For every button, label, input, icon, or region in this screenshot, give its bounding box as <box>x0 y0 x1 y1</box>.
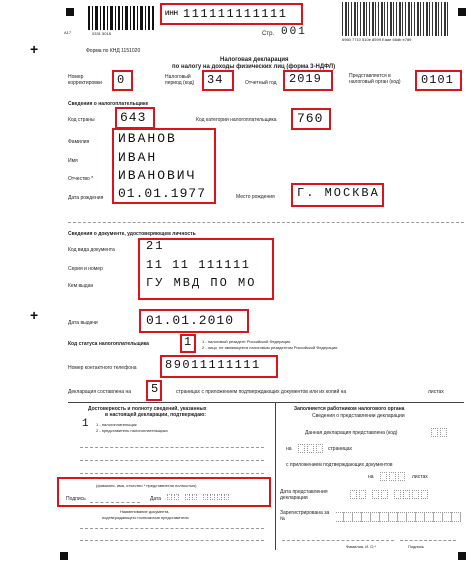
series-label: Серия и номер <box>68 266 103 272</box>
page-value: 001 <box>281 26 307 38</box>
patronymic-value[interactable]: ИВАНОВИЧ <box>118 168 197 183</box>
category-highlight <box>291 108 331 130</box>
issued-by-label: Кем выдан <box>68 283 94 289</box>
title-line1: Налоговая декларация <box>220 57 289 63</box>
authority-pages-cell-3[interactable] <box>316 444 323 453</box>
birth-date-value[interactable]: 01.01.1977 <box>118 186 207 201</box>
pages-suffix: страницах с приложением подтверждающих документов или их копий на <box>176 389 347 395</box>
doc-type-value[interactable]: 21 <box>146 239 165 253</box>
bottom-marker-left <box>60 552 68 560</box>
authority-pages-cell-1[interactable] <box>298 444 305 453</box>
category-label: Код категории налогоплательщика <box>196 117 277 123</box>
status-note-1: 1 - налоговый резидент Российской Федерации <box>202 339 291 344</box>
surname-value[interactable]: ИВАНОВ <box>118 131 177 146</box>
page-label: Стр. <box>262 31 275 37</box>
tax-authority-value[interactable]: 0101 <box>421 73 454 87</box>
birth-date-label: Дата рождения <box>68 195 104 201</box>
correction-highlight <box>112 70 133 91</box>
authority-date-label: Дата представления декларации <box>280 489 328 501</box>
authority-sheets-cell-1[interactable] <box>380 472 387 481</box>
confirm-name-line-3 <box>80 473 264 474</box>
birth-place-value[interactable]: Г. МОСКВА <box>297 186 380 200</box>
tax-authority-label: Представляется в налоговый орган (код) <box>349 73 401 85</box>
title-line2: по налогу на доходы физических лиц (форма 3-НДФЛ) <box>172 64 336 70</box>
authority-code-cell-2[interactable] <box>440 428 447 437</box>
identity-section-title: Сведения о документе, удостоверяющем личность <box>68 231 196 237</box>
authority-code-cell-1[interactable] <box>431 428 438 437</box>
authority-sheets-cell-2[interactable] <box>389 472 396 481</box>
issue-date-highlight <box>139 309 249 333</box>
authority-line-1: Данная декларация представлена (код) <box>305 430 398 436</box>
pages-value[interactable]: 5 <box>151 382 160 396</box>
bottom-marker-right <box>458 552 466 560</box>
tax-authority-highlight <box>415 70 462 91</box>
authority-reg-label: Зарегистрирована за № <box>280 510 330 522</box>
patronymic-label: Отчество * <box>68 176 94 182</box>
sheets-suffix: листах <box>428 389 444 395</box>
knd-label: Форма по КНД 1151020 <box>86 48 141 54</box>
authority-sign-caption: Подпись <box>408 544 424 549</box>
confirm-code-value[interactable]: 1 <box>82 418 90 430</box>
confirm-name-line-1 <box>80 447 264 448</box>
status-highlight <box>180 334 196 353</box>
authority-pages-cell-2[interactable] <box>307 444 314 453</box>
doc-caption-1: Наименование документа, <box>120 509 170 514</box>
inn-highlight <box>160 3 303 25</box>
authority-sheets-cell-3[interactable] <box>398 472 405 481</box>
period-label: Налоговый период (код) <box>165 74 195 86</box>
bottom-divider <box>68 402 464 403</box>
birth-place-label: Место рождения <box>236 194 275 200</box>
pages-highlight <box>146 380 162 401</box>
doc-type-label: Код вида документа <box>68 247 115 253</box>
authority-sign-line <box>400 540 456 541</box>
taxpayer-section-title: Сведения о налогоплательщике <box>68 101 149 107</box>
confirm-option-2: 2 - представитель налогоплательщика <box>96 428 168 433</box>
barcode-right <box>342 2 450 36</box>
series-value[interactable]: 11 11 111111 <box>146 258 251 272</box>
status-note-2: 2 - лицо, не являющееся налоговым резидентом Российской Федерации <box>202 345 338 350</box>
correction-value[interactable]: 0 <box>117 73 126 87</box>
doc-line-2 <box>80 540 264 541</box>
identity-doc-highlight <box>138 238 274 300</box>
confirm-title-2: в настоящей декларации, подтверждаю: <box>105 412 206 418</box>
authority-on-label-2: на <box>368 474 374 480</box>
country-value[interactable]: 643 <box>120 110 147 125</box>
authority-title: Заполняется работником налогового органа <box>294 406 405 412</box>
authority-on-label: на <box>286 446 292 452</box>
name-label: Имя <box>68 158 78 164</box>
authority-pages-word: страницах <box>328 446 353 452</box>
authority-with-docs: с приложением подтверждающих документов <box>286 462 393 468</box>
barcode-right-digits: 6960 7710 510e 8599 Eaae 66db e789 <box>342 37 412 42</box>
corner-marker-right <box>458 8 466 16</box>
signature-label: Подпись <box>66 496 86 502</box>
country-label: Код страны <box>68 117 95 123</box>
category-value[interactable]: 760 <box>297 111 324 126</box>
confirm-title-1: Достоверность и полноту сведений, указанных <box>88 406 207 412</box>
issue-date-label: Дата выдачи <box>68 320 98 326</box>
registration-mark: + <box>30 41 39 57</box>
period-value[interactable]: 34 <box>207 73 224 87</box>
barcode-left-digits: 0331 5018 <box>92 31 111 36</box>
pages-label: Декларация составлена на <box>68 389 131 395</box>
authority-sheets-word: листах <box>412 474 428 480</box>
birth-place-highlight <box>291 183 384 207</box>
authority-date-cells[interactable] <box>350 490 460 500</box>
authority-fio-line <box>282 540 394 541</box>
phone-label: Номер контактного телефона <box>68 365 137 371</box>
surname-label: Фамилия <box>68 139 90 145</box>
year-value[interactable]: 2019 <box>289 72 322 86</box>
period-highlight <box>202 70 234 91</box>
status-value[interactable]: 1 <box>184 335 193 349</box>
confirm-name-caption: (фамилия, имя, отчество * представителя полностью) <box>96 483 197 488</box>
doc-line-1 <box>80 528 264 529</box>
registration-mark-2: + <box>30 307 39 323</box>
inn-value[interactable]: 111111111111 <box>183 7 288 21</box>
correction-label: Номер корректировки <box>68 74 102 86</box>
issue-date-value[interactable]: 01.01.2010 <box>146 313 235 328</box>
separator-1 <box>68 222 464 223</box>
form-code-top: A17 <box>64 30 72 35</box>
authority-fio-caption: Фамилия, И. О.* <box>346 544 377 549</box>
corner-marker-left <box>66 8 74 16</box>
status-label: Код статуса налогоплательщика <box>68 341 149 347</box>
issued-by-value[interactable]: ГУ МВД ПО МО <box>146 276 257 290</box>
name-value[interactable]: ИВАН <box>118 150 158 165</box>
confirm-date-label: Дата <box>150 496 162 502</box>
authority-reg-cells[interactable] <box>336 512 461 522</box>
year-highlight <box>283 70 333 91</box>
confirm-option-1: 1 - налогоплательщик <box>96 422 137 427</box>
phone-highlight <box>160 355 278 378</box>
authority-subtitle: Сведения о представлении декларации <box>312 413 405 419</box>
country-highlight <box>115 107 155 129</box>
doc-caption-2: подтверждающего полномочия представителя <box>102 515 189 520</box>
personal-data-highlight <box>112 128 216 204</box>
barcode-left <box>88 6 154 30</box>
inn-label: ИНН <box>165 11 178 17</box>
confirm-name-line-2 <box>80 460 264 461</box>
phone-value[interactable]: 89011111111 <box>165 358 261 372</box>
year-label: Отчетный год <box>245 80 277 86</box>
bottom-vertical-divider <box>275 402 276 550</box>
signature-highlight <box>57 477 271 507</box>
